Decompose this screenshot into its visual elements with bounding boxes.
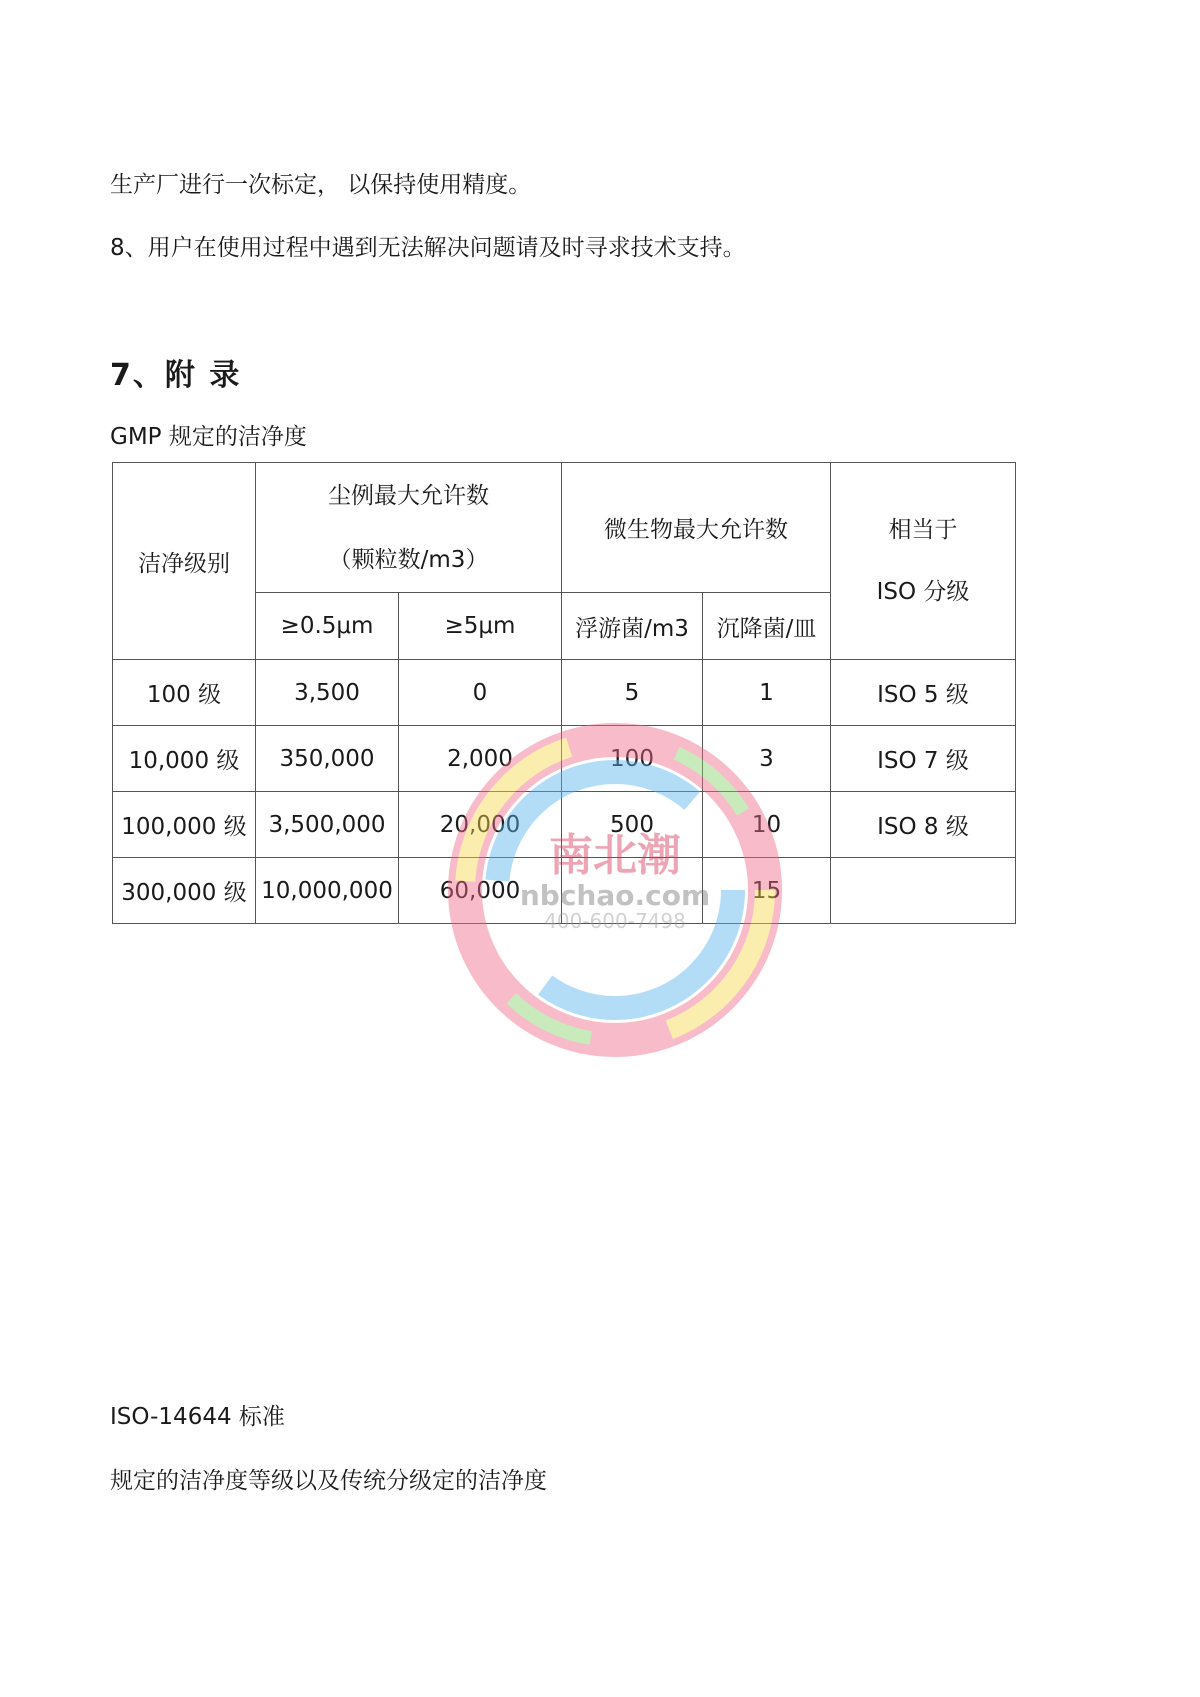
header-class: 洁净级别 [113,463,256,660]
table-row [113,726,1016,792]
cleanliness-table [112,462,1016,924]
cell-p5: 60,000 [399,858,562,924]
subheader-float: 浮游菌/m3 [562,593,703,660]
cell-p05: 10,000,000 [256,858,399,924]
cell-p5: 20,000 [399,792,562,858]
table-caption: GMP 规定的洁净度 [110,424,307,450]
watermark-brand: 南北潮 [549,830,681,881]
header-dust-line1: 尘例最大允许数 [328,482,489,509]
cell-iso: ISO 7 级 [831,726,1016,792]
cell-settle: 3 [703,726,831,792]
section-heading: 7、附 录 [110,358,242,393]
header-dust [256,463,562,593]
footer-text-line-2: 规定的洁净度等级以及传统分级定的洁净度 [110,1468,547,1494]
cell-float [562,858,703,924]
cell-class: 300,000 级 [113,858,256,924]
cell-p05: 3,500,000 [256,792,399,858]
cell-class: 10,000 级 [113,726,256,792]
watermark-phone: 400-600-7498 [544,909,686,933]
header-iso-line2: ISO 分级 [876,579,970,605]
body-text-line-2: 8、用户在使用过程中遇到无法解决问题请及时寻求技术支持。 [110,235,746,261]
cell-p05: 350,000 [256,726,399,792]
cell-class: 100 级 [113,660,256,726]
header-dust-line2: （颗粒数/m3） [328,546,489,573]
table-row [113,660,1016,726]
cell-settle: 15 [703,858,831,924]
header-iso [831,463,1016,660]
cell-float: 100 [562,726,703,792]
footer-text-line-1: ISO-14644 标准 [110,1404,285,1430]
cell-p5: 2,000 [399,726,562,792]
cell-p05: 3,500 [256,660,399,726]
subheader-5um: ≥5μm [399,593,562,660]
cell-settle: 10 [703,792,831,858]
table-row [113,858,1016,924]
subheader-settle: 沉降菌/皿 [703,593,831,660]
subheader-05um: ≥0.5μm [256,593,399,660]
body-text-line-1: 生产厂进行一次标定， 以保持使用精度。 [110,172,532,198]
table-row [113,792,1016,858]
watermark-site: nbchao.com [519,879,711,912]
cell-iso [831,858,1016,924]
cell-float: 500 [562,792,703,858]
header-iso-line1: 相当于 [888,517,958,543]
cell-class: 100,000 级 [113,792,256,858]
cell-float: 5 [562,660,703,726]
cell-iso: ISO 5 级 [831,660,1016,726]
table-header-row [113,463,1016,593]
cell-iso: ISO 8 级 [831,792,1016,858]
cell-p5: 0 [399,660,562,726]
cell-settle: 1 [703,660,831,726]
header-micro: 微生物最大允许数 [562,463,831,593]
